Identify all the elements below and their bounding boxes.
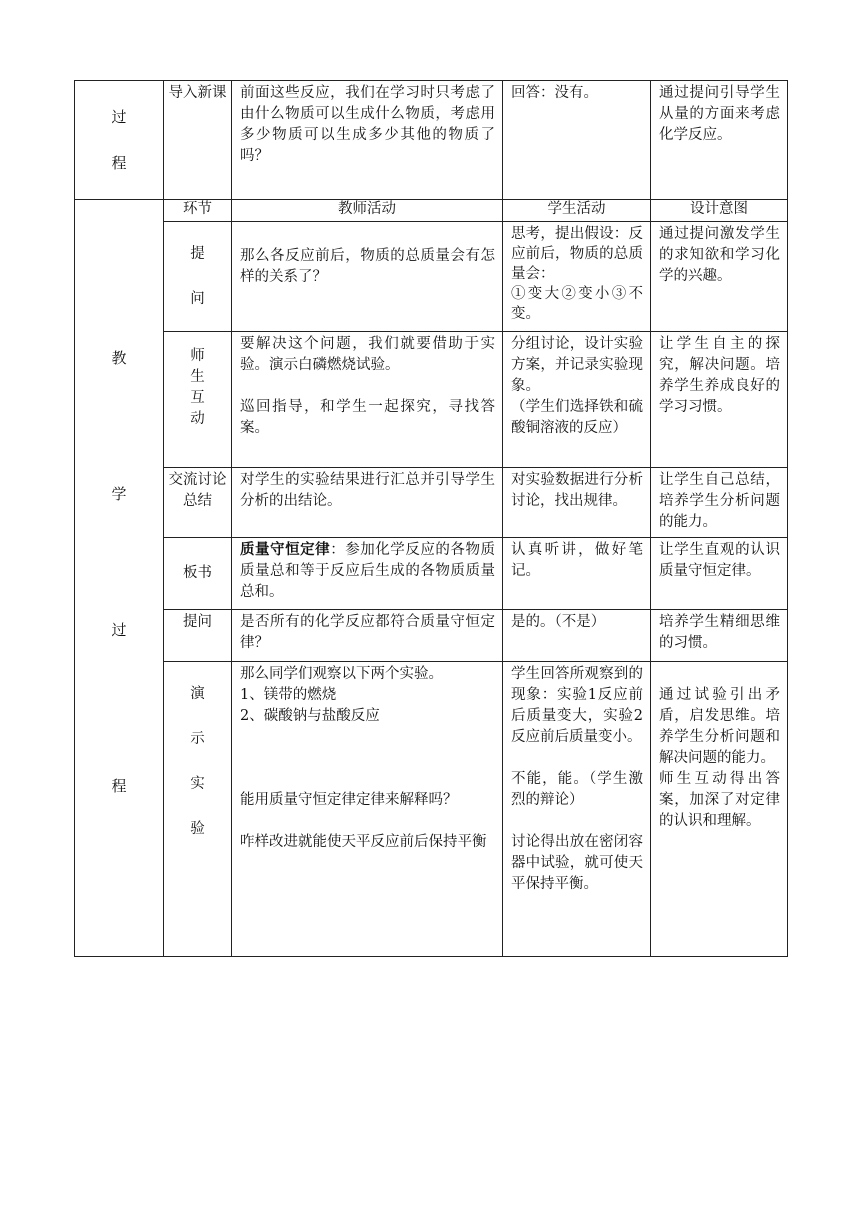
student-line: （学生们选择铁和硫酸铜溶液的反应）	[511, 399, 643, 436]
segment-char: 问	[190, 291, 205, 307]
segment-cell: 交流讨论总结	[164, 468, 232, 538]
table-row	[75, 332, 788, 468]
segment-char: 示	[190, 731, 205, 747]
table-row	[75, 662, 788, 957]
outer-label-top	[75, 81, 164, 200]
intent-cell: 让学生自己总结，培养学生分析问题的能力。	[651, 468, 788, 538]
segment-char: 生	[190, 369, 205, 385]
teacher-line: 巡回指导，和学生一起探究，寻找答案。	[240, 399, 495, 436]
segment-cell: 板书	[164, 538, 232, 610]
teacher-cell	[232, 662, 503, 957]
outer-label-bottom	[75, 200, 164, 957]
header-teacher: 教师活动	[232, 200, 503, 222]
student-line: 讨论得出放在密闭容器中试验，就可使天平保持平衡。	[511, 834, 643, 892]
student-line: 分组讨论，设计实验方案，并记录实验现象。	[511, 336, 643, 394]
student-cell: 回答：没有。	[503, 81, 651, 200]
law-text: ：参加化学反应的各物质质量总和等于反应后生成的各物质质量总和。	[240, 542, 495, 600]
segment-char: 互	[190, 390, 205, 406]
teacher-cell	[232, 332, 503, 468]
teacher-cell: 对学生的实验结果进行汇总并引导学生分析的出结论。	[232, 468, 503, 538]
segment-char: 演	[190, 686, 205, 702]
segment-cell: 提问	[164, 610, 232, 662]
header-segment: 环节	[164, 200, 232, 222]
intent-line: 师生互动得出答案，加深了对定律的认识和理解。	[659, 771, 780, 829]
student-line: 学生回答所观察到的现象：实验1反应前后质量变大，实验2反应前后质量变小。	[511, 666, 643, 745]
intent-cell: 通过提问激发学生的求知欲和学习化学的兴趣。	[651, 222, 788, 332]
outer-char: 过	[111, 621, 127, 639]
lesson-plan-table	[74, 80, 788, 957]
header-intent: 设计意图	[651, 200, 788, 222]
student-cell	[503, 332, 651, 468]
teacher-cell: 前面这些反应，我们在学习时只考虑了由什么物质可以生成什么物质，考虑用多少物质可以生成多少其他的物质了吗？	[232, 81, 503, 200]
student-line: 不能，能。（学生激烈的辩论）	[511, 771, 643, 808]
outer-char: 过	[111, 108, 127, 126]
teacher-line: 要解决这个问题，我们就要借助于实验。演示白磷燃烧试验。	[240, 336, 495, 373]
intent-cell	[651, 662, 788, 957]
table-row	[75, 222, 788, 332]
teacher-line: 咋样改进就能使天平反应前后保持平衡	[240, 834, 487, 850]
segment-cell	[164, 222, 232, 332]
student-cell: 认真听讲，做好笔记。	[503, 538, 651, 610]
segment-char: 验	[190, 821, 205, 837]
intent-cell: 让学生直观的认识质量守恒定律。	[651, 538, 788, 610]
table-row-intro	[75, 81, 788, 200]
segment-cell	[164, 332, 232, 468]
table-row	[75, 610, 788, 662]
teacher-cell: 是否所有的化学反应都符合质量守恒定律？	[232, 610, 503, 662]
table-header-row	[75, 200, 788, 222]
segment-cell: 导入新课	[164, 81, 232, 200]
teacher-cell	[232, 538, 503, 610]
segment-char: 提	[190, 246, 205, 262]
student-line: ①变大②变小③不变。	[511, 286, 643, 322]
segment-char: 师	[190, 348, 205, 364]
teacher-line: 2、碳酸钠与盐酸反应	[240, 708, 380, 724]
segment-char: 动	[190, 411, 205, 427]
table-row	[75, 538, 788, 610]
outer-char: 程	[111, 154, 127, 172]
header-student: 学生活动	[503, 200, 651, 222]
student-cell	[503, 222, 651, 332]
intent-cell: 让学生自主的探究，解决问题。培养学生养成良好的学习习惯。	[651, 332, 788, 468]
segment-char: 实	[190, 776, 205, 792]
teacher-line: 1、镁带的燃烧	[240, 687, 337, 703]
law-title: 质量守恒定律	[240, 542, 331, 558]
teacher-line: 能用质量守恒定律定律来解释吗？	[240, 792, 458, 808]
intent-line: 通过试验引出矛盾，启发思维。培养学生分析问题和解决问题的能力。	[659, 687, 780, 766]
teacher-line: 那么同学们观察以下两个实验。	[240, 666, 443, 682]
student-cell: 是的。（不是）	[503, 610, 651, 662]
teacher-cell: 那么各反应前后，物质的总质量会有怎样的关系了？	[232, 222, 503, 332]
outer-char: 程	[111, 777, 127, 795]
outer-char: 教	[111, 349, 127, 367]
student-cell: 对实验数据进行分析讨论，找出规律。	[503, 468, 651, 538]
segment-cell	[164, 662, 232, 957]
intent-cell: 通过提问引导学生从量的方面来考虑化学反应。	[651, 81, 788, 200]
student-line: 思考，提出假设：反应前后，物质的总质量会：	[511, 226, 643, 282]
table-row	[75, 468, 788, 538]
outer-char: 学	[111, 485, 127, 503]
student-cell	[503, 662, 651, 957]
intent-cell: 培养学生精细思维的习惯。	[651, 610, 788, 662]
